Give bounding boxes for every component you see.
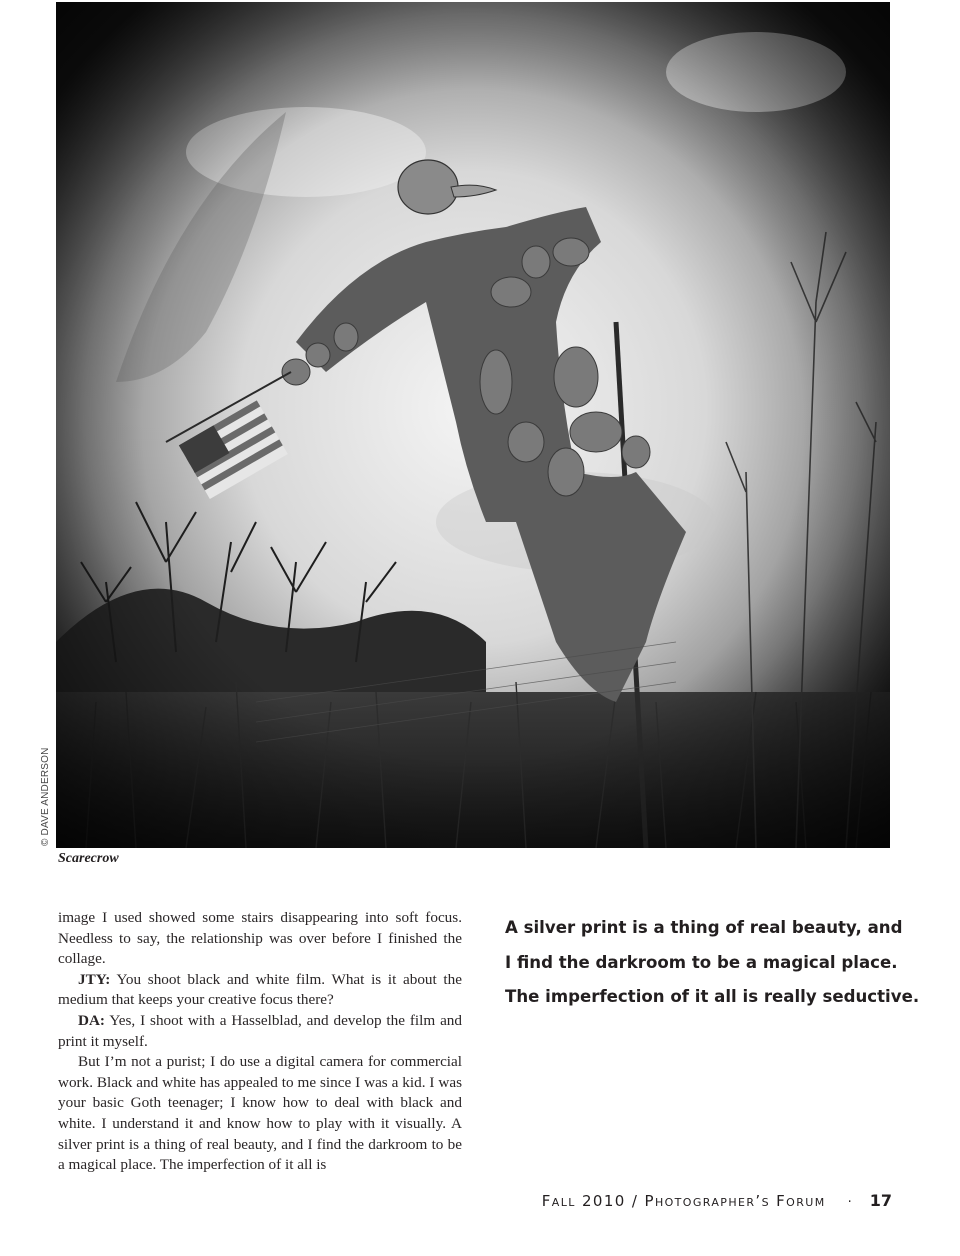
pull-quote — [505, 911, 920, 1015]
paragraph — [58, 970, 462, 1011]
pull-quote-line: A silver print is a thing of real beauty, and — [505, 918, 903, 937]
footer-separator: · — [847, 1195, 852, 1210]
article-body — [58, 908, 462, 1176]
speaker-label: JTY: — [78, 970, 111, 988]
scarecrow-photo — [56, 2, 890, 848]
paragraph — [58, 1011, 462, 1052]
paragraph: But I’m not a purist; I do use a digital camera for commercial work. Black and white has appealed to me since I was a kid. I was your basic Goth teenager; I know how to deal with black and white. I understand it and know how to play with it visually. A silver print is a thing of real beauty, and I find the darkroom to be a magical place. The imperfection of it all is — [58, 1053, 462, 1174]
speaker-label: DA: — [78, 1011, 105, 1029]
photo-caption: Scarecrow — [58, 851, 119, 866]
pull-quote-line: I find the darkroom to be a magical place. — [505, 952, 898, 972]
paragraph-text: Yes, I shoot with a Hasselblad, and develop the film and print it myself. — [58, 1011, 462, 1050]
paragraph: image I used showed some stairs disappearing into soft focus. Needless to say, the relationship was over before I finished the collage. — [58, 909, 462, 968]
paragraph-text: You shoot black and white film. What is it about the medium that keeps your creative focus there? — [58, 970, 462, 1009]
page-footer — [542, 1191, 892, 1210]
page-number: 17 — [869, 1191, 892, 1210]
publication-name: Fall 2010 / Photographer’s Forum — [541, 1192, 826, 1210]
photo-credit: © DAVE ANDERSON — [40, 747, 51, 846]
pull-quote-line: The imperfection of it all is really seductive. — [505, 987, 920, 1007]
